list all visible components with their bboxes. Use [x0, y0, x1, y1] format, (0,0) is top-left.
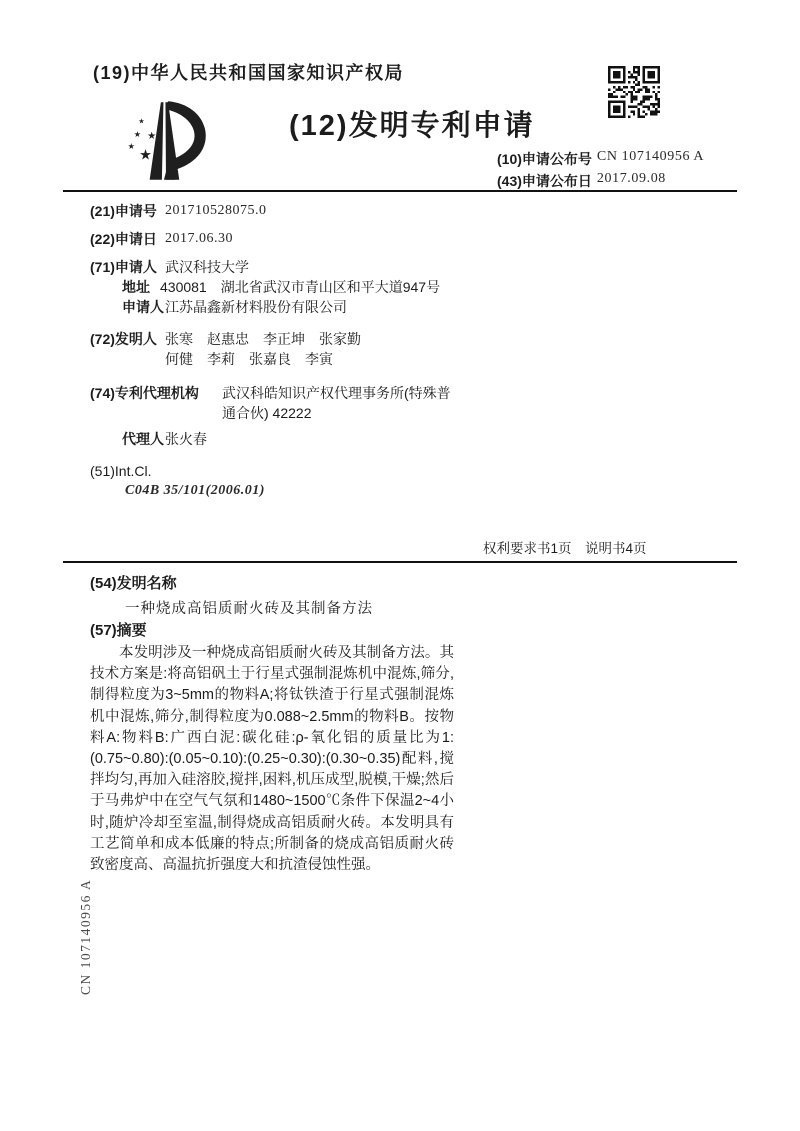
- star-icon: ★: [139, 147, 152, 164]
- agent-label: 代理人: [122, 431, 164, 447]
- inventors-names: [165, 329, 458, 369]
- publication-date-row: [497, 171, 739, 191]
- application-number-row: [90, 201, 458, 221]
- sipo-logo-icon: [116, 94, 218, 186]
- abstract-text: 本发明涉及一种烧成高铝质耐火砖及其制备方法。其技术方案是:将高铝矾土于行星式强制混炼机中混炼,筛分,制得粒度为3~5mm的物料A;将钛铁渣于行星式强制混炼机中混炼,筛分,制得粒度为0.088~2.5mm的物料B。按物料A:物料B:广西白泥:碳化硅:ρ-氧化铝的质量比为1:(0.75~0.80):(0.05~0.10):(0.25~0.30):(0.30~0.35)配料,搅拌均匀,再加入硅溶胶,搅拌,困料,机压成型,脱模,干燥;然后于马弗炉中在空气气氛和1480~1500℃条件下保温2~4小时,随炉冷却至室温,制得烧成高铝质耐火砖。本发明具有工艺简单和成本低廉的特点;所制备的烧成高铝质耐火砖致密度高、高温抗折强度大和抗渣侵蚀性强。: [90, 645, 454, 874]
- intcl-label: (51)Int.Cl.: [90, 463, 152, 479]
- agent-row: [122, 429, 458, 449]
- applicant-label: (71)申请人: [90, 259, 157, 275]
- document-type-title: (12)发明专利申请: [289, 110, 535, 142]
- publication-number-row: [497, 149, 739, 169]
- publication-date-value: 2017.09.08: [596, 171, 666, 186]
- inventors-line2: 何健 李莉 张嘉良 李寅: [165, 351, 333, 367]
- inventors-line1: 张寒 赵惠忠 李正坤 张家勤: [165, 331, 361, 347]
- pages-info: 权利要求书1页 说明书4页: [483, 541, 647, 556]
- agency-label: (74)专利代理机构: [90, 385, 199, 401]
- applicant-name: 武汉科技大学: [165, 259, 249, 275]
- qr-code: [608, 66, 660, 118]
- co-applicant-name: 江苏晶鑫新材料股份有限公司: [165, 299, 347, 315]
- star-icon: ★: [138, 116, 145, 126]
- publication-number-label: (10)申请公布号: [497, 151, 592, 167]
- agency-row: [90, 383, 458, 423]
- address-row: [122, 277, 458, 297]
- publication-date-label: (43)申请公布日: [497, 173, 592, 189]
- patent-office-name: (19)中华人民共和国国家知识产权局: [93, 63, 405, 83]
- address-label: 地址: [122, 279, 150, 295]
- star-icon: ★: [133, 128, 142, 139]
- application-number-value: 201710528075.0: [165, 203, 267, 218]
- co-applicant-label: 申请人: [122, 299, 164, 315]
- invention-title: 一种烧成高铝质耐火砖及其制备方法: [125, 601, 373, 617]
- inventors-row: [90, 329, 458, 369]
- star-icon: ★: [127, 141, 135, 152]
- application-number-label: (21)申请号: [90, 203, 157, 219]
- address-value: 430081 湖北省武汉市青山区和平大道947号: [160, 279, 441, 295]
- agent-name: 张火春: [165, 431, 207, 447]
- publication-number-value: CN 107140956 A: [596, 149, 705, 164]
- header-divider: [63, 190, 737, 192]
- filing-date-value: 2017.06.30: [165, 231, 233, 246]
- invention-title-label: (54)发明名称: [90, 575, 177, 592]
- bibliographic-section: [90, 201, 458, 501]
- filing-date-label: (22)申请日: [90, 231, 157, 247]
- intcl-classification: C04B 35/101(2006.01): [125, 483, 265, 498]
- section-divider: [63, 561, 737, 563]
- applicant-row: [90, 257, 458, 277]
- intcl-row: [90, 461, 458, 481]
- abstract-label: (57)摘要: [90, 622, 147, 639]
- publication-number-vertical: CN 107140956 A: [78, 878, 93, 995]
- inventors-label: (72)发明人: [90, 331, 157, 347]
- star-icon: ★: [147, 130, 157, 142]
- co-applicant-row: [122, 297, 458, 317]
- filing-date-row: [90, 229, 458, 249]
- agency-name: 武汉科皓知识产权代理事务所(特殊普通合伙) 42222: [222, 385, 451, 421]
